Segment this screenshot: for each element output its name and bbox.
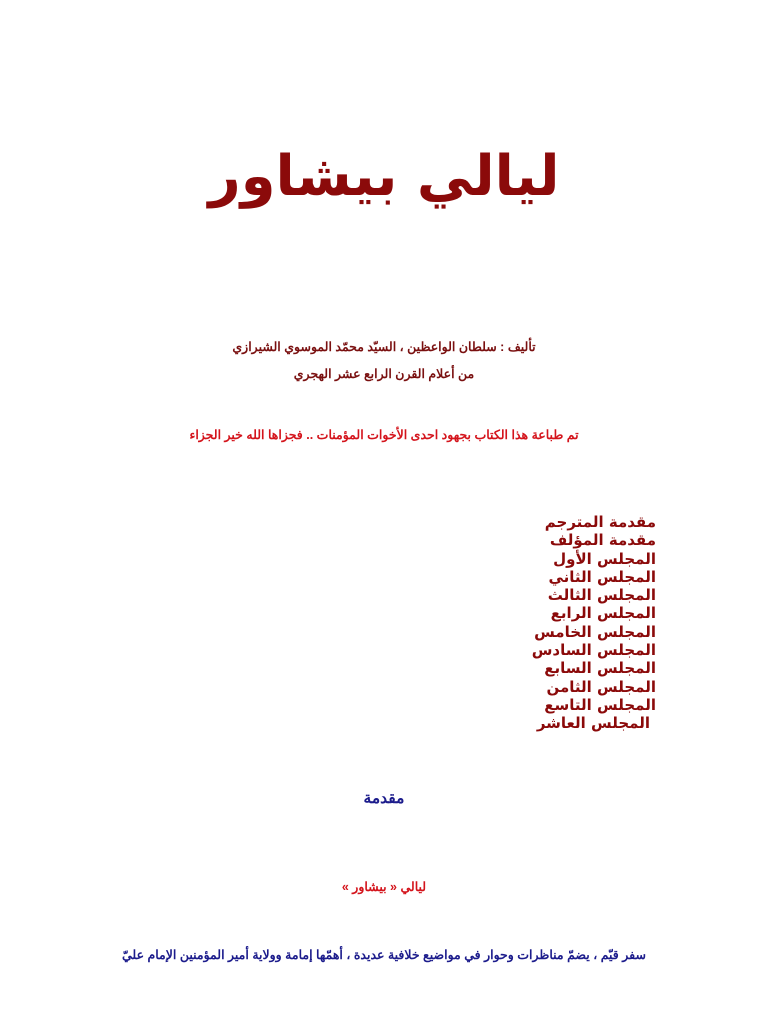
toc-item-session-10[interactable]: المجلس العاشر [536,714,650,733]
toc-item-session-6[interactable]: المجلس السادس [531,641,656,660]
toc-item-session-9[interactable]: المجلس التاسع [544,695,656,714]
printing-note: تم طباعة هذا الكتاب بجهود احدى الأخوات المؤمنات .. فجزاها الله خير الجزاء [189,428,579,442]
author-line: تأليف : سلطان الواعظين ، السيّد محمّد الموسوي الشيرازي [232,340,536,354]
book-title-quote: ليالي « بيشاور » [341,880,427,894]
table-of-contents [532,513,656,733]
toc-item-session-7[interactable]: المجلس السابع [544,659,656,678]
toc-item-session-8[interactable]: المجلس الثامن [546,677,656,696]
book-title: ليالي بيشاور [208,144,560,209]
toc-item-author-intro[interactable]: مقدمة المؤلف [549,531,656,550]
section-heading: مقدمة [363,790,405,807]
toc-item-session-3[interactable]: المجلس الثالث [547,586,656,605]
toc-item-session-2[interactable]: المجلس الثاني [548,567,656,586]
era-line: من أعلام القرن الرابع عشر الهجري [293,367,475,381]
author-block [0,334,768,388]
toc-item-session-5[interactable]: المجلس الخامس [534,622,656,641]
intro-paragraph-line: سفر قيّم ، يضمّ مناظرات وحوار في مواضيع خلافية عديدة ، أهمّها إمامة وولاية أمير المؤمنين الإمام عليّ [122,948,646,962]
toc-item-session-4[interactable]: المجلس الرابع [550,604,656,623]
toc-item-session-1[interactable]: المجلس الأول [553,549,656,568]
toc-item-translator-intro[interactable]: مقدمة المترجم [544,513,656,531]
